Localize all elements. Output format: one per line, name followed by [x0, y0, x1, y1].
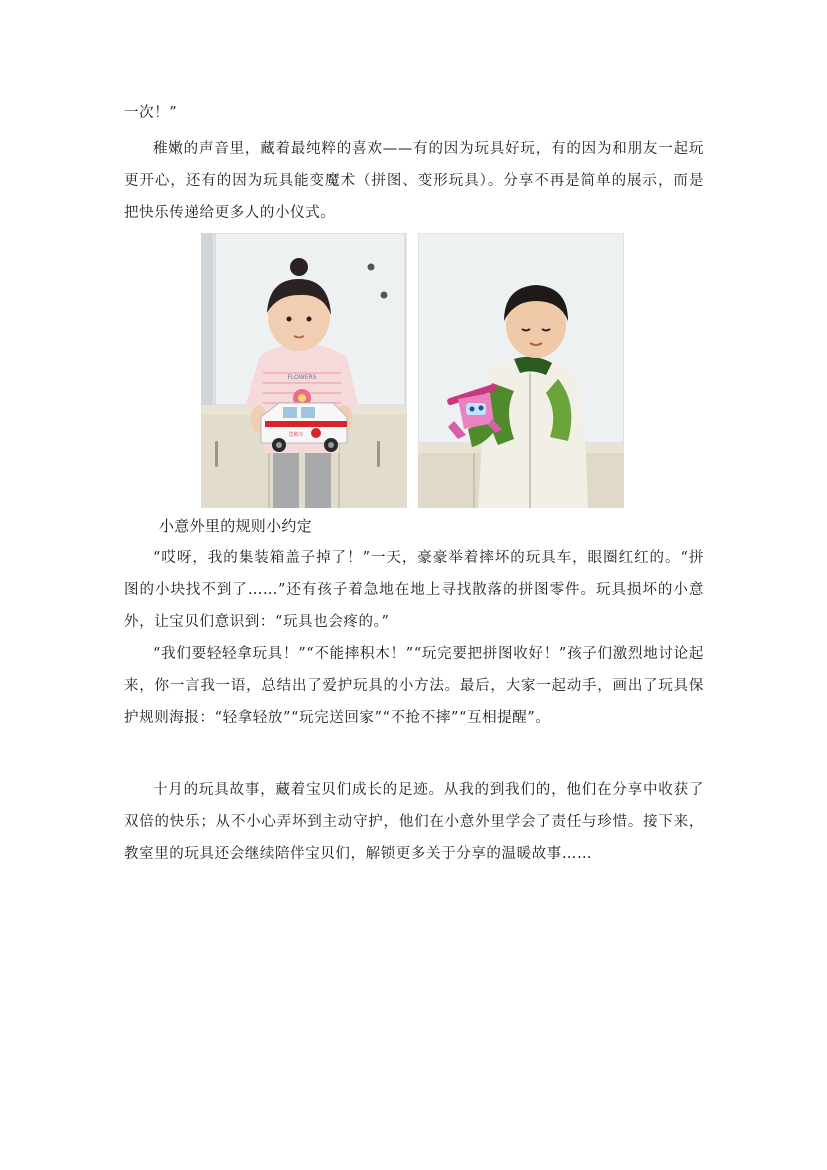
paragraph-toy-accident: “哎呀，我的集装箱盖子掉了！”一天，豪豪举着摔坏的玩具车，眼圈红红的。“拼图的小块找不到了……”还有孩子着急地在地上寻找散落的拼图零件。玩具损坏的小意外，让宝贝们意识到：“玩具也会疼的。” — [124, 550, 704, 630]
paragraph-sharing-joy: 稚嫩的声音里，藏着最纯粹的喜欢——有的因为玩具好玩，有的因为和朋友一起玩更开心，还有的因为玩具能变魔术（拼图、变形玩具）。分享不再是简单的展示，而是把快乐传递给更多人的小仪式。 — [124, 141, 704, 221]
paragraph-continuation: 一次！” — [124, 105, 178, 121]
paragraph-conclusion: 十月的玩具故事，藏着宝贝们成长的足迹。从我的到我们的，他们在分享中收获了双倍的快乐；从不小心弄坏到主动守护，他们在小意外里学会了责任与珍惜。接下来，教室里的玩具还会继续陪伴宝贝们，解锁更多关于分享的温暖故事…… — [124, 782, 704, 862]
photo-girl-with-ambulance — [201, 233, 407, 508]
ambulance-label: 急救车 — [288, 432, 304, 438]
photo-boy-with-transformer — [418, 233, 624, 508]
paragraph-protection-rules: “我们要轻轻拿玩具！”“不能摔积木！”“玩完要把拼图收好！”孩子们激烈地讨论起来，你一言我一语，总结出了爱护玩具的小方法。最后，大家一起动手，画出了玩具保护规则海报：“轻拿轻放”“玩完送回家”“不抢不摔”“互相提醒”。 — [124, 646, 704, 726]
photo-boy-illustration — [418, 233, 624, 508]
section-heading-rules: 小意外里的规则小约定 — [159, 517, 313, 535]
shirt-print-text: FLOWERS — [287, 374, 317, 381]
photo-girl-illustration — [201, 233, 407, 508]
